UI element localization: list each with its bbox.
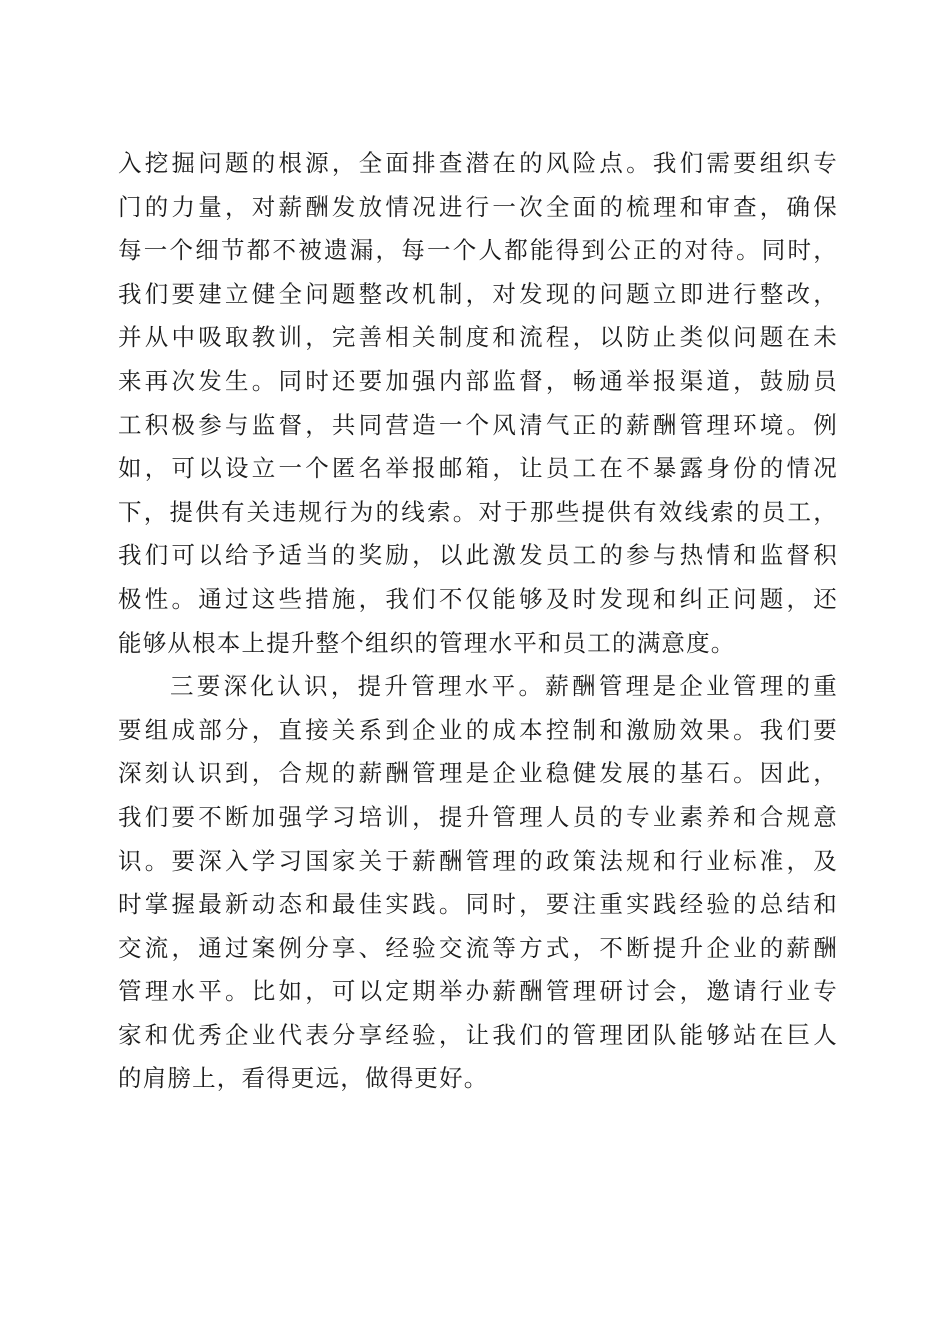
text-line: 如，可以设立一个匿名举报邮箱，让员工在不暴露身份的情况 — [118, 454, 838, 483]
text-line: 下，提供有关违规行为的线索。对于那些提供有效线索的员工， — [118, 497, 838, 526]
text-line: 管理水平。比如，可以定期举办薪酬管理研讨会，邀请行业专 — [118, 977, 838, 1006]
text-line: 来再次发生。同时还要加强内部监督，畅通举报渠道，鼓励员 — [118, 366, 838, 395]
text-line: 我们要不断加强学习培训，提升管理人员的专业素养和合规意 — [118, 802, 838, 831]
text-line: 入挖掘问题的根源，全面排查潜在的风险点。我们需要组织专 — [118, 149, 838, 177]
text-line: 门的力量，对薪酬发放情况进行一次全面的梳理和审查，确保 — [118, 192, 838, 221]
text-line: 时掌握最新动态和最佳实践。同时，要注重实践经验的总结和 — [118, 890, 838, 919]
text-line: 的肩膀上，看得更远，做得更好。 — [118, 1064, 489, 1093]
text-line: 我们可以给予适当的奖励，以此激发员工的参与热情和监督积 — [118, 541, 838, 570]
paragraph-2 — [118, 665, 838, 1101]
paragraph-1 — [118, 142, 838, 665]
text-line: 我们要建立健全问题整改机制，对发现的问题立即进行整改， — [118, 279, 838, 308]
text-line: 并从中吸取教训，完善相关制度和流程，以防止类似问题在未 — [118, 323, 838, 352]
text-line: 要组成部分，直接关系到企业的成本控制和激励效果。我们要 — [118, 715, 838, 744]
text-line: 家和优秀企业代表分享经验，让我们的管理团队能够站在巨人 — [118, 1020, 838, 1049]
text-line: 能够从根本上提升整个组织的管理水平和员工的满意度。 — [118, 628, 736, 657]
text-line: 三要深化认识，提升管理水平。薪酬管理是企业管理的重 — [170, 672, 838, 701]
text-line: 每一个细节都不被遗漏，每一个人都能得到公正的对待。同时， — [118, 236, 838, 265]
document-body — [118, 142, 838, 1101]
text-line: 极性。通过这些措施，我们不仅能够及时发现和纠正问题，还 — [118, 584, 838, 613]
text-line: 识。要深入学习国家关于薪酬管理的政策法规和行业标准，及 — [118, 846, 838, 875]
text-line: 工积极参与监督，共同营造一个风清气正的薪酬管理环境。例 — [118, 410, 838, 439]
text-line: 深刻认识到，合规的薪酬管理是企业稳健发展的基石。因此， — [118, 759, 838, 788]
text-line: 交流，通过案例分享、经验交流等方式，不断提升企业的薪酬 — [118, 933, 838, 962]
